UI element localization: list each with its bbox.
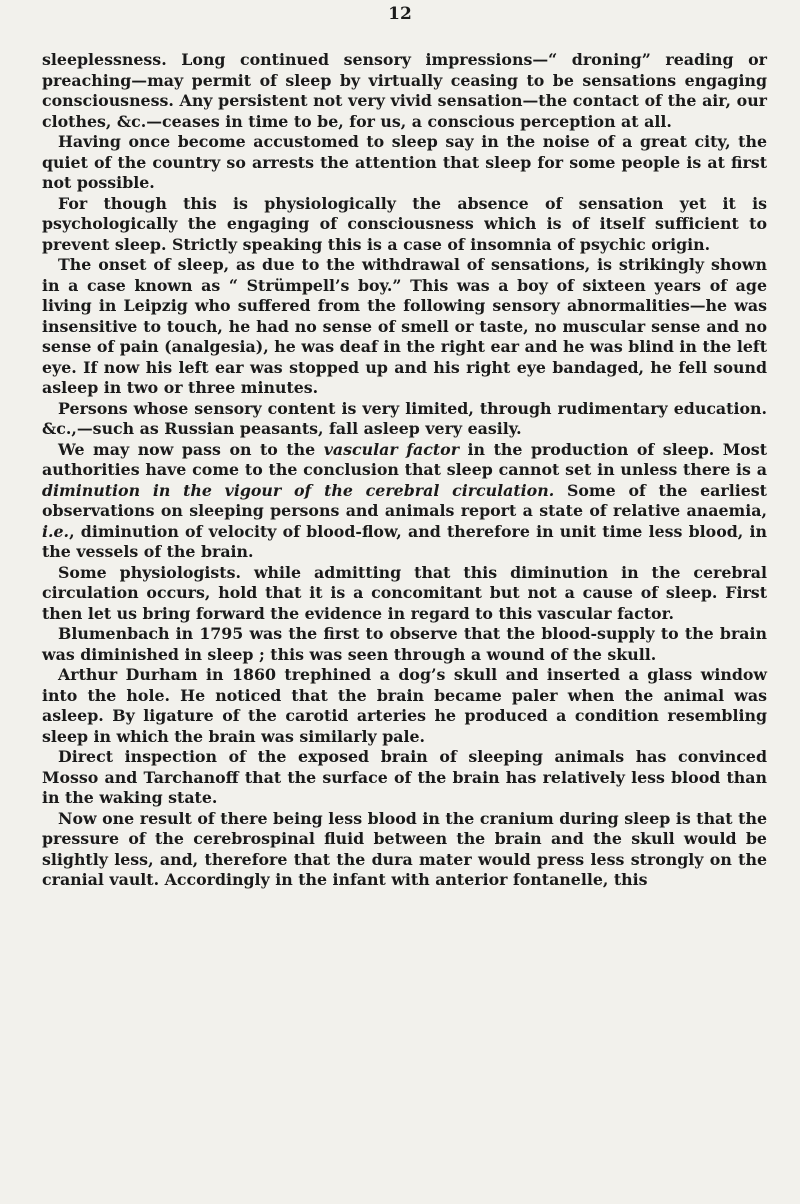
paragraph-text: We may now pass on to the <box>58 439 324 459</box>
paragraph-text: Persons whose sensory content is very limited, through rudimentary education. &c.,—such as Russian peasants, fall asleep very easily. <box>42 398 767 438</box>
paragraph <box>42 255 767 399</box>
paragraph-text: The onset of sleep, as due to the withdrawal of sensations, is strikingly shown in a case known as “ Strümpell’s boy.” This was a boy of sixteen years of age living in Leipzig who suffered from the following sensory abnormalities—he was insensitive to touch, he had no sense of smell or taste, no muscular sense and no sense of pain (analgesia), he was deaf in the right ear and he was blind in the left eye. If now his left ear was stopped up and his right eye bandaged, he fell sound asleep in two or three minutes. <box>42 255 767 397</box>
paragraph <box>42 563 767 625</box>
paragraph <box>42 132 767 194</box>
paragraph <box>42 440 767 563</box>
paragraph <box>42 399 767 440</box>
italic-text: vascular factor <box>323 439 460 459</box>
paragraph-text: sleeplessness. Long continued sensory impressions—“ droning” reading or preaching—may permit of sleep by virtually ceasing to be sensations engaging consciousness. Any persistent not very vivid sensation—the contact of the air, our clothes, &c.—ceases in time to be, for us, a conscious perception at all. <box>42 50 767 131</box>
paragraph <box>42 194 767 256</box>
body-text <box>42 50 767 891</box>
paragraph-text: Arthur Durham in 1860 trephined a dog’s skull and inserted a glass window into the hole. He noticed that the brain became paler when the animal was asleep. By ligature of the carotid arteries he produced a condition resembling sleep in which the brain was similarly pale. <box>42 665 767 746</box>
paragraph-text: Having once become accustomed to sleep say in the noise of a great city, the quiet of the country so arrests the attention that sleep for some people is at first not possible. <box>42 132 767 192</box>
paragraph-text: Some of the earliest observations on sleeping persons and animals report a state of relative anaemia, <box>42 480 767 520</box>
paragraph <box>42 624 767 665</box>
paragraph-text: Some physiologists. while admitting that this diminution in the cerebral circulation occurs, hold that it is a concomitant but not a cause of sleep. First then let us bring forward the evidence in regard to this vascular factor. <box>42 562 767 623</box>
paragraph-text: Now one result of there being less blood in the cranium during sleep is that the pressure of the cerebrospinal fluid between the brain and the skull would be slightly less, and, therefore that the dura mater would press less strongly on the cranial vault. Accordingly in the infant with anterior fontanelle, this <box>42 808 767 889</box>
paragraph <box>42 665 767 747</box>
paragraph <box>42 50 767 132</box>
paragraph-text: in the production of sleep. Most authorities have come to the conclusion that sleep cannot set in unless there is a <box>42 439 767 479</box>
paragraph-text: For though this is physiologically the absence of sensation yet it is psychologically the engaging of consciousness which is of itself sufficient to prevent sleep. Strictly speaking this is a case of insomnia of psychic origin. <box>42 193 767 254</box>
paragraph <box>42 747 767 809</box>
italic-text: diminution in the vigour of the cerebral circulation. <box>42 480 555 500</box>
paragraph-text: , diminution of velocity of blood-flow, and therefore in unit time less blood, in the vessels of the brain. <box>42 521 767 561</box>
italic-text: i.e. <box>42 521 70 541</box>
paragraph <box>42 809 767 891</box>
paragraph-text: Blumenbach in 1795 was the first to observe that the blood-supply to the brain was diminished in sleep ; this was seen through a wound of the skull. <box>42 624 767 664</box>
paragraph-text: Direct inspection of the exposed brain of sleeping animals has convinced Mosso and Tarchanoff that the surface of the brain has relatively less blood than in the waking state. <box>42 747 767 807</box>
page-number: 12 <box>388 4 412 24</box>
